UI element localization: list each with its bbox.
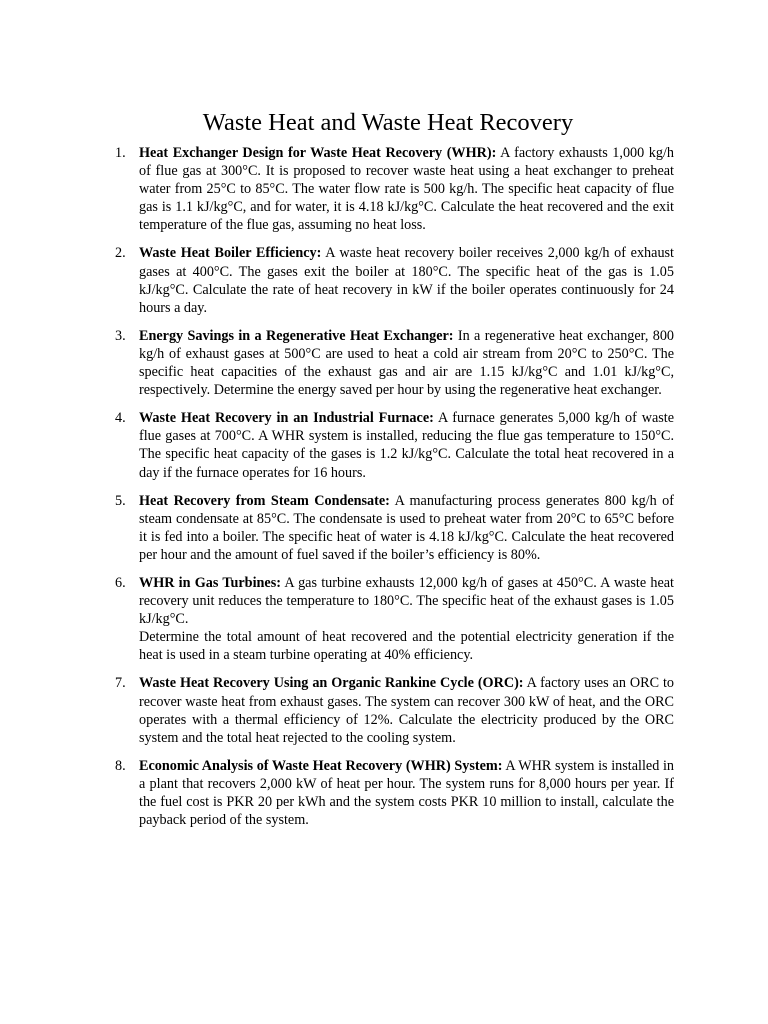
problem-heading: Economic Analysis of Waste Heat Recovery (WHR) System: — [139, 757, 503, 774]
problem-body: A furnace generates 5,000 kg/h of waste flue gases at 700°C. A WHR system is installed, reducing the flue gas temperature to 150°C. The specific heat capacity of the gases is 1.2 kJ/kg°C. Calculate the total heat recovered in a day if the furnace operates for 16 hours. — [139, 410, 674, 481]
problem-number: 1. — [115, 145, 126, 161]
problem-heading: Heat Recovery from Steam Condensate: — [139, 492, 390, 509]
problem-heading: Waste Heat Boiler Efficiency: — [139, 245, 322, 262]
problem-list — [115, 144, 675, 839]
problem-heading: Energy Savings in a Regenerative Heat Exchanger: — [139, 327, 454, 344]
problem-number: 8. — [115, 757, 126, 774]
problem-item-8 — [115, 757, 674, 829]
problem-body: A manufacturing process generates 800 kg/h of steam condensate at 85°C. The condensate is used to preheat water from 20°C to 65°C before it is fed into a boiler. The specific heat of water is 4.18 kJ/kg°C. Calculate the heat recovered per hour and the amount of fuel saved if the boiler’s efficiency is 80%. — [139, 492, 675, 563]
problem-heading: Heat Exchanger Design for Waste Heat Recovery (WHR): — [139, 145, 497, 161]
problem-number: 7. — [115, 675, 126, 692]
problem-body: A factory uses an ORC to recover waste heat from exhaust gases. The system can recover 300 kW of heat, and the ORC operates with a thermal efficiency of 12%. Calculate the electricity produced by the ORC system and the total heat rejected to the cooling system. — [139, 675, 674, 746]
problem-body: In a regenerative heat exchanger, 800 kg/h of exhaust gases at 500°C are used to heat a cold air stream from 20°C to 250°C. The specific heat capacities of the exhaust gas and air are 1.15 kJ/kg°C and 1.01 kJ/kg°C, respectively. Determine the energy saved per hour by using the regenerative heat exchanger. — [139, 327, 675, 399]
problem-item-7 — [115, 674, 674, 746]
problem-number: 5. — [115, 492, 126, 509]
problem-item-3 — [115, 327, 675, 399]
problem-number: 4. — [115, 410, 126, 427]
problem-number: 6. — [115, 574, 126, 591]
problem-body-continued: Determine the total amount of heat recovered and the potential electricity generation if the heat is used in a steam turbine operating at 40% efficiency. — [139, 629, 674, 664]
problem-heading: Waste Heat Recovery in an Industrial Furnace: — [139, 410, 434, 427]
problem-item-1 — [115, 144, 675, 234]
problem-heading: Waste Heat Recovery Using an Organic Rankine Cycle (ORC): — [139, 675, 524, 692]
problem-item-5 — [115, 492, 675, 564]
document-title: Waste Heat and Waste Heat Recovery — [202, 109, 574, 136]
problem-heading: WHR in Gas Turbines: — [139, 574, 281, 591]
problem-first-part — [139, 574, 674, 628]
problem-number: 2. — [115, 245, 126, 262]
problem-body: A gas turbine exhausts 12,000 kg/h of gases at 450°C. A waste heat recovery unit reduces the temperature to 180°C. The specific heat of the exhaust gases is 1.05 kJ/kg°C. — [139, 574, 674, 628]
problem-item-6 — [115, 574, 674, 664]
problem-item-4 — [115, 409, 674, 481]
problem-body: A WHR system is installed in a plant that recovers 2,000 kW of heat per hour. The system runs for 8,000 hours per year. If the fuel cost is PKR 20 per kWh and the system costs PKR 10 million to install, calculate the payback period of the system. — [139, 757, 674, 829]
problem-number: 3. — [115, 327, 126, 344]
problem-body: A factory exhausts 1,000 kg/h of flue gas at 300°C. It is proposed to recover waste heat using a heat exchanger to preheat water from 25°C to 85°C. The water flow rate is 500 kg/h. The specific heat capacity of flue gas is 1.1 kJ/kg°C, and for water, it is 4.18 kJ/kg°C. Calculate the heat recovered and the exit temperature of the flue gas, assuming no heat loss. — [139, 145, 675, 234]
problem-item-2 — [115, 244, 674, 316]
problem-body: A waste heat recovery boiler receives 2,000 kg/h of exhaust gases at 400°C. The gases exit the boiler at 180°C. The specific heat of the gas is 1.05 kJ/kg°C. Calculate the rate of heat recovery in kW if the boiler operates continuously for 24 hours a day. — [139, 245, 674, 316]
